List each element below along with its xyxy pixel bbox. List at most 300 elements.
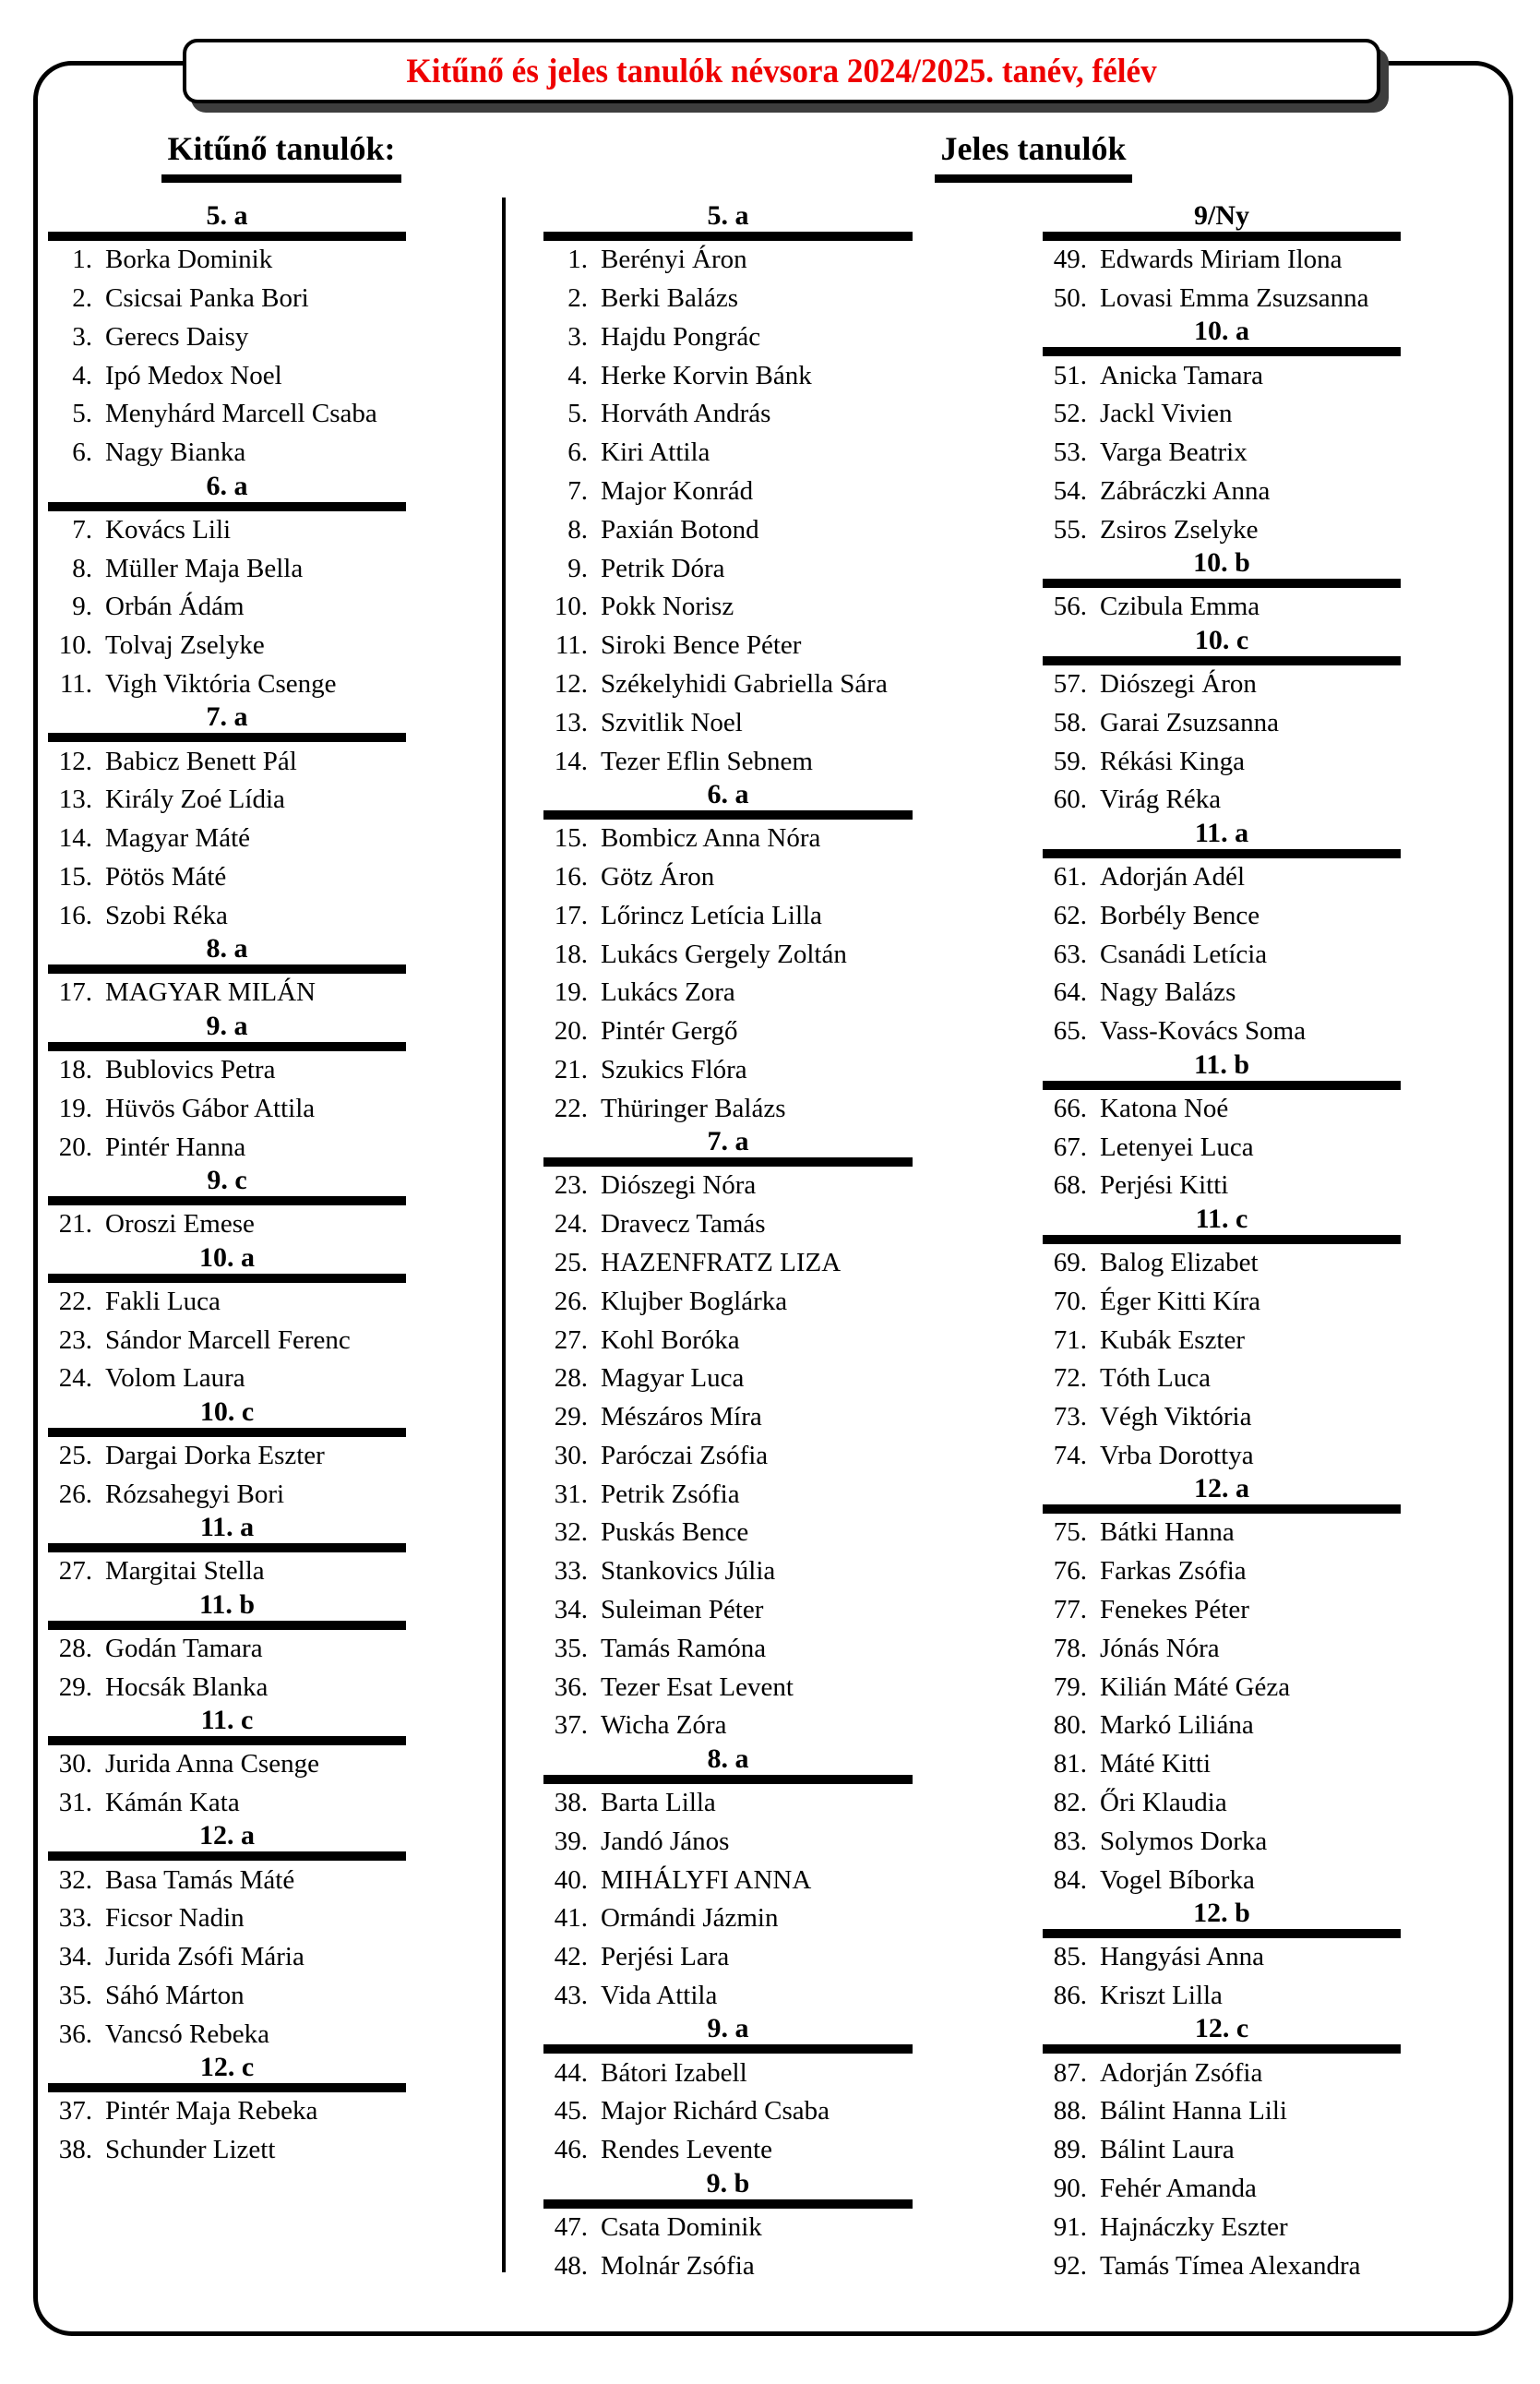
good-students-column-2 xyxy=(1043,202,1401,2285)
student-name: Bálint Laura xyxy=(1100,2135,1235,2165)
student-row xyxy=(1043,1089,1401,1128)
student-name: Kiri Attila xyxy=(601,437,710,468)
student-number: 14. xyxy=(554,746,588,776)
student-number: 34. xyxy=(554,1595,588,1625)
class-label: 9/Ny xyxy=(1194,200,1249,231)
student-row xyxy=(543,2131,913,2170)
student-row xyxy=(1043,510,1401,549)
student-row xyxy=(48,974,406,1012)
student-name: Suleiman Péter xyxy=(601,1595,764,1625)
student-row xyxy=(48,1861,406,1899)
student-row xyxy=(543,1591,913,1630)
student-row xyxy=(543,510,913,549)
student-name: Vass-Kovács Soma xyxy=(1100,1016,1307,1047)
class-label: 11. c xyxy=(1195,1203,1248,1234)
student-row xyxy=(543,549,913,588)
student-row xyxy=(1043,1282,1401,1321)
class-label: 7. a xyxy=(206,701,248,733)
student-row xyxy=(543,1398,913,1437)
class-header xyxy=(48,470,406,511)
student-number: 26. xyxy=(554,1286,588,1316)
student-row xyxy=(48,896,406,935)
student-name: Gerecs Daisy xyxy=(105,321,249,352)
student-name: Kámán Kata xyxy=(105,1788,240,1818)
student-row xyxy=(1043,703,1401,742)
student-number: 9. xyxy=(567,553,588,583)
student-number: 77. xyxy=(1053,1595,1087,1625)
student-name: MIHÁLYFI ANNA xyxy=(601,1864,812,1895)
student-number: 6. xyxy=(567,437,588,468)
student-row xyxy=(1043,1822,1401,1861)
student-row xyxy=(543,241,913,280)
class-underline-bar xyxy=(1043,1929,1401,1938)
class-header xyxy=(543,202,913,241)
student-row xyxy=(48,781,406,820)
class-underline-bar xyxy=(1043,232,1401,241)
student-name: Tolvaj Zselyke xyxy=(105,630,265,661)
student-row xyxy=(48,317,406,356)
class-header xyxy=(543,1745,913,1784)
student-number: 35. xyxy=(554,1633,588,1663)
student-name: Thüringer Balázs xyxy=(601,1093,786,1123)
student-row xyxy=(48,2131,406,2170)
student-number: 33. xyxy=(554,1556,588,1587)
student-number: 12. xyxy=(58,746,92,776)
student-number: 69. xyxy=(1053,1247,1087,1277)
student-row xyxy=(1043,665,1401,704)
student-row xyxy=(1043,896,1401,935)
student-name: Pintér Maja Rebeka xyxy=(105,2096,318,2126)
student-number: 1. xyxy=(567,245,588,275)
student-number: 47. xyxy=(554,2211,588,2242)
student-name: Rékási Kinga xyxy=(1100,746,1246,776)
class-header xyxy=(48,1241,406,1283)
student-number: 62. xyxy=(1053,900,1087,930)
student-row xyxy=(1043,1707,1401,1745)
good-students-column-1 xyxy=(543,202,913,2285)
student-row xyxy=(543,1899,913,1938)
student-row xyxy=(543,974,913,1012)
student-row xyxy=(543,473,913,511)
student-name: Zábráczki Anna xyxy=(1100,475,1271,506)
student-row xyxy=(543,1244,913,1283)
student-number: 89. xyxy=(1053,2135,1087,2165)
student-name: Király Zoé Lídia xyxy=(105,785,285,815)
student-name: Virág Réka xyxy=(1100,785,1222,815)
student-row xyxy=(1043,2092,1401,2131)
student-row xyxy=(1043,1514,1401,1552)
student-number: 35. xyxy=(58,1981,92,2011)
class-header xyxy=(1043,1048,1401,1090)
student-number: 55. xyxy=(1053,514,1087,545)
student-number: 22. xyxy=(58,1286,92,1316)
class-label: 11. b xyxy=(1193,1048,1250,1080)
class-header xyxy=(1043,1205,1401,1244)
student-name: Dravecz Tamás xyxy=(601,1209,766,1240)
student-name: Babicz Benett Pál xyxy=(105,746,297,776)
student-number: 65. xyxy=(1053,1016,1087,1047)
student-number: 53. xyxy=(1053,437,1087,468)
page-title: Kitűnő és jeles tanulók névsora 2024/2025. tanév, félév xyxy=(406,52,1157,90)
student-name: Berki Balázs xyxy=(601,282,738,313)
student-name: Markó Liliána xyxy=(1100,1710,1254,1741)
student-row xyxy=(48,588,406,627)
excellent-students-heading xyxy=(148,129,415,183)
student-name: Margitai Stella xyxy=(105,1556,265,1587)
student-number: 78. xyxy=(1053,1633,1087,1663)
student-number: 16. xyxy=(554,861,588,892)
student-row xyxy=(543,1822,913,1861)
student-row xyxy=(48,434,406,473)
title-box xyxy=(183,39,1380,103)
student-name: Adorján Zsófia xyxy=(1100,2057,1263,2088)
student-name: Vrba Dorottya xyxy=(1100,1440,1254,1470)
student-number: 92. xyxy=(1053,2250,1087,2281)
student-number: 71. xyxy=(1053,1324,1087,1355)
class-underline-bar xyxy=(48,733,406,742)
class-label: 5. a xyxy=(206,200,248,231)
student-row xyxy=(1043,2208,1401,2246)
class-label: 12. a xyxy=(1194,1473,1249,1504)
student-name: Lovasi Emma Zsuzsanna xyxy=(1100,282,1369,313)
student-number: 24. xyxy=(58,1363,92,1394)
student-name: Őri Klaudia xyxy=(1100,1788,1227,1818)
class-header xyxy=(1043,1899,1401,1938)
student-number: 39. xyxy=(554,1826,588,1856)
student-row xyxy=(543,665,913,704)
class-underline-bar xyxy=(543,1775,913,1784)
student-row xyxy=(1043,1745,1401,1784)
class-header xyxy=(1043,549,1401,588)
class-label: 12. b xyxy=(1193,1898,1250,1929)
student-number: 42. xyxy=(554,1942,588,1972)
student-number: 88. xyxy=(1053,2096,1087,2126)
student-name: Hocsák Blanka xyxy=(105,1671,269,1702)
student-row xyxy=(1043,1629,1401,1668)
student-name: Diószegi Áron xyxy=(1100,668,1257,699)
student-name: Szobi Réka xyxy=(105,900,228,930)
student-number: 36. xyxy=(554,1671,588,1702)
student-name: Magyar Máté xyxy=(105,823,251,854)
student-name: Pokk Norisz xyxy=(601,592,734,622)
class-underline-bar xyxy=(1043,849,1401,858)
student-number: 68. xyxy=(1053,1170,1087,1201)
student-name: Nagy Balázs xyxy=(1100,977,1236,1008)
student-number: 15. xyxy=(58,861,92,892)
student-row xyxy=(1043,1552,1401,1591)
student-row xyxy=(1043,241,1401,280)
class-underline-bar xyxy=(48,1274,406,1283)
class-underline-bar xyxy=(48,502,406,511)
student-row xyxy=(1043,858,1401,897)
student-row xyxy=(543,1089,913,1128)
student-name: Major Richárd Csaba xyxy=(601,2096,830,2126)
student-row xyxy=(48,1051,406,1090)
student-number: 27. xyxy=(554,1324,588,1355)
class-underline-bar xyxy=(1043,656,1401,665)
student-name: Fehér Amanda xyxy=(1100,2174,1257,2204)
student-name: Kriszt Lilla xyxy=(1100,1981,1223,2011)
student-number: 10. xyxy=(58,630,92,661)
student-name: Ipó Medox Noel xyxy=(105,360,282,390)
student-row xyxy=(543,1668,913,1707)
student-number: 33. xyxy=(58,1903,92,1934)
student-row xyxy=(543,588,913,627)
student-row xyxy=(48,1360,406,1398)
student-row xyxy=(543,703,913,742)
student-name: Mészáros Míra xyxy=(601,1402,762,1432)
student-row xyxy=(1043,935,1401,974)
class-header xyxy=(1043,1475,1401,1514)
class-underline-bar xyxy=(1043,347,1401,356)
student-row xyxy=(1043,1977,1401,2016)
class-underline-bar xyxy=(48,1621,406,1630)
student-name: Orbán Ádám xyxy=(105,592,245,622)
class-header xyxy=(48,1164,406,1205)
student-number: 38. xyxy=(554,1788,588,1818)
student-row xyxy=(1043,2246,1401,2285)
student-name: Vida Attila xyxy=(601,1981,718,2011)
student-name: Oroszi Emese xyxy=(105,1209,255,1240)
student-number: 75. xyxy=(1053,1517,1087,1548)
student-number: 3. xyxy=(72,321,92,352)
student-name: Kubák Eszter xyxy=(1100,1324,1246,1355)
student-number: 45. xyxy=(554,2096,588,2126)
student-name: Jurida Anna Csenge xyxy=(105,1749,319,1779)
student-number: 4. xyxy=(72,360,92,390)
student-name: Paxián Botond xyxy=(601,514,759,545)
student-name: HAZENFRATZ LIZA xyxy=(601,1247,842,1277)
student-number: 14. xyxy=(58,823,92,854)
student-row xyxy=(1043,1437,1401,1476)
student-name: Varga Beatrix xyxy=(1100,437,1248,468)
student-number: 21. xyxy=(58,1209,92,1240)
column-divider-line xyxy=(502,198,506,2272)
class-header xyxy=(48,1588,406,1630)
student-row xyxy=(543,742,913,781)
student-name: Jandó János xyxy=(601,1826,730,1856)
student-number: 20. xyxy=(554,1016,588,1047)
student-number: 27. xyxy=(58,1556,92,1587)
student-row xyxy=(543,1051,913,1090)
class-header xyxy=(48,2054,406,2092)
student-name: Perjési Kitti xyxy=(1100,1170,1229,1201)
student-name: Rózsahegyi Bori xyxy=(105,1479,285,1509)
student-name: Paróczai Zsófia xyxy=(601,1440,769,1470)
student-number: 11. xyxy=(59,668,92,699)
student-number: 86. xyxy=(1053,1981,1087,2011)
student-name: Szvitlik Noel xyxy=(601,707,743,737)
student-number: 37. xyxy=(58,2096,92,2126)
class-underline-bar xyxy=(1043,1235,1401,1244)
student-name: Pintér Hanna xyxy=(105,1132,246,1162)
student-number: 49. xyxy=(1053,245,1087,275)
class-header xyxy=(48,1707,406,1745)
student-name: Godán Tamara xyxy=(105,1633,263,1663)
student-number: 66. xyxy=(1053,1093,1087,1123)
class-label: 5. a xyxy=(707,200,749,231)
class-label: 11. a xyxy=(199,1512,255,1543)
student-number: 7. xyxy=(72,514,92,545)
student-name: Jurida Zsófi Mária xyxy=(105,1942,304,1972)
student-number: 44. xyxy=(554,2057,588,2088)
student-number: 28. xyxy=(58,1633,92,1663)
student-row xyxy=(543,1360,913,1398)
class-header xyxy=(543,778,913,820)
student-name: Volom Laura xyxy=(105,1363,245,1394)
student-row xyxy=(48,1784,406,1823)
student-row xyxy=(543,1282,913,1321)
student-row xyxy=(48,1938,406,1977)
student-name: Végh Viktória xyxy=(1100,1402,1252,1432)
student-number: 83. xyxy=(1053,1826,1087,1856)
student-number: 50. xyxy=(1053,282,1087,313)
student-number: 24. xyxy=(554,1209,588,1240)
class-label: 6. a xyxy=(707,778,749,809)
student-name: Kovács Lili xyxy=(105,514,232,545)
student-number: 17. xyxy=(58,977,92,1008)
student-name: Hüvös Gábor Attila xyxy=(105,1093,316,1123)
student-row xyxy=(48,1205,406,1244)
student-row xyxy=(1043,356,1401,395)
student-number: 22. xyxy=(554,1093,588,1123)
student-row xyxy=(48,2015,406,2054)
class-label: 8. a xyxy=(707,1743,749,1774)
class-header xyxy=(48,1012,406,1051)
student-number: 30. xyxy=(554,1440,588,1470)
student-row xyxy=(543,1012,913,1051)
class-header xyxy=(48,703,406,742)
class-label: 9. a xyxy=(707,2013,749,2044)
student-name: Ficsor Nadin xyxy=(105,1903,245,1934)
student-name: Magyar Luca xyxy=(601,1363,745,1394)
student-number: 2. xyxy=(567,282,588,313)
student-number: 3. xyxy=(567,321,588,352)
class-header xyxy=(543,2015,913,2054)
student-number: 85. xyxy=(1053,1942,1087,1972)
student-name: MAGYAR MILÁN xyxy=(105,977,316,1008)
class-underline-bar xyxy=(48,1736,406,1745)
class-header xyxy=(1043,202,1401,241)
student-row xyxy=(48,1282,406,1321)
student-name: Fenekes Péter xyxy=(1100,1595,1249,1625)
student-row xyxy=(1043,2054,1401,2092)
student-row xyxy=(48,1089,406,1128)
class-label: 11. c xyxy=(200,1705,254,1736)
student-name: Farkas Zsófia xyxy=(1100,1556,1247,1587)
student-name: Czibula Emma xyxy=(1100,592,1260,622)
student-number: 7. xyxy=(567,475,588,506)
class-header xyxy=(1043,817,1401,858)
student-number: 29. xyxy=(554,1402,588,1432)
class-label: 11. b xyxy=(198,1588,256,1620)
student-row xyxy=(543,1784,913,1823)
student-number: 37. xyxy=(554,1710,588,1741)
student-number: 17. xyxy=(554,900,588,930)
student-name: Pintér Gergő xyxy=(601,1016,738,1047)
class-label: 10. b xyxy=(1193,547,1250,579)
student-row xyxy=(1043,1244,1401,1283)
student-number: 15. xyxy=(554,823,588,854)
student-name: Rendes Levente xyxy=(601,2135,773,2165)
class-underline-bar xyxy=(543,232,913,241)
student-name: Tóth Luca xyxy=(1100,1363,1211,1394)
student-number: 90. xyxy=(1053,2174,1087,2204)
student-number: 61. xyxy=(1053,861,1087,892)
student-row xyxy=(543,2092,913,2131)
student-name: Hajnáczky Eszter xyxy=(1100,2211,1288,2242)
excellent-students-column xyxy=(48,202,406,2170)
class-underline-bar xyxy=(48,1428,406,1437)
student-row xyxy=(48,1552,406,1591)
student-row xyxy=(1043,781,1401,820)
student-row xyxy=(543,1938,913,1977)
class-header xyxy=(48,1398,406,1437)
student-number: 73. xyxy=(1053,1402,1087,1432)
class-label: 10. c xyxy=(199,1396,255,1427)
student-name: Barta Lilla xyxy=(601,1788,716,1818)
student-number: 26. xyxy=(58,1479,92,1509)
student-row xyxy=(543,395,913,434)
student-number: 21. xyxy=(554,1054,588,1084)
student-row xyxy=(48,1745,406,1784)
student-name: Puskás Bence xyxy=(601,1517,749,1548)
student-row xyxy=(1043,1591,1401,1630)
class-underline-bar xyxy=(1043,1504,1401,1514)
student-name: Katona Noé xyxy=(1100,1093,1229,1123)
student-name: Lőrincz Letícia Lilla xyxy=(601,900,822,930)
student-name: Lukács Zora xyxy=(601,977,735,1008)
student-number: 54. xyxy=(1053,475,1087,506)
student-name: Borka Dominik xyxy=(105,245,273,275)
student-name: Edwards Miriam Ilona xyxy=(1100,245,1343,275)
student-row xyxy=(1043,1938,1401,1977)
student-number: 20. xyxy=(58,1132,92,1162)
student-name: Diószegi Nóra xyxy=(601,1170,757,1201)
student-name: Tezer Esat Levent xyxy=(601,1671,794,1702)
student-number: 41. xyxy=(554,1903,588,1934)
student-number: 43. xyxy=(554,1981,588,2011)
student-number: 82. xyxy=(1053,1788,1087,1818)
student-number: 80. xyxy=(1053,1710,1087,1741)
student-row xyxy=(543,935,913,974)
student-number: 19. xyxy=(58,1093,92,1123)
student-name: Hangyási Anna xyxy=(1100,1942,1264,1972)
student-row xyxy=(48,241,406,280)
student-name: Petrik Dóra xyxy=(601,553,725,583)
class-header xyxy=(48,935,406,974)
student-row xyxy=(1043,395,1401,434)
student-number: 30. xyxy=(58,1749,92,1779)
student-name: Bátori Izabell xyxy=(601,2057,747,2088)
student-name: Máté Kitti xyxy=(1100,1749,1212,1779)
student-number: 87. xyxy=(1053,2057,1087,2088)
student-name: Sáhó Márton xyxy=(105,1981,245,2011)
student-number: 18. xyxy=(554,939,588,969)
student-number: 8. xyxy=(72,553,92,583)
class-label: 8. a xyxy=(206,933,248,964)
student-row xyxy=(543,2054,913,2092)
student-name: Jackl Vivien xyxy=(1100,399,1233,429)
student-name: Balog Elizabet xyxy=(1100,1247,1259,1277)
good-students-heading-label: Jeles tanulók xyxy=(935,129,1131,183)
student-row xyxy=(48,280,406,318)
student-row xyxy=(543,1552,913,1591)
student-row xyxy=(48,1128,406,1167)
student-row xyxy=(48,1437,406,1476)
student-name: Basa Tamás Máté xyxy=(105,1864,295,1895)
student-name: Fakli Luca xyxy=(105,1286,221,1316)
